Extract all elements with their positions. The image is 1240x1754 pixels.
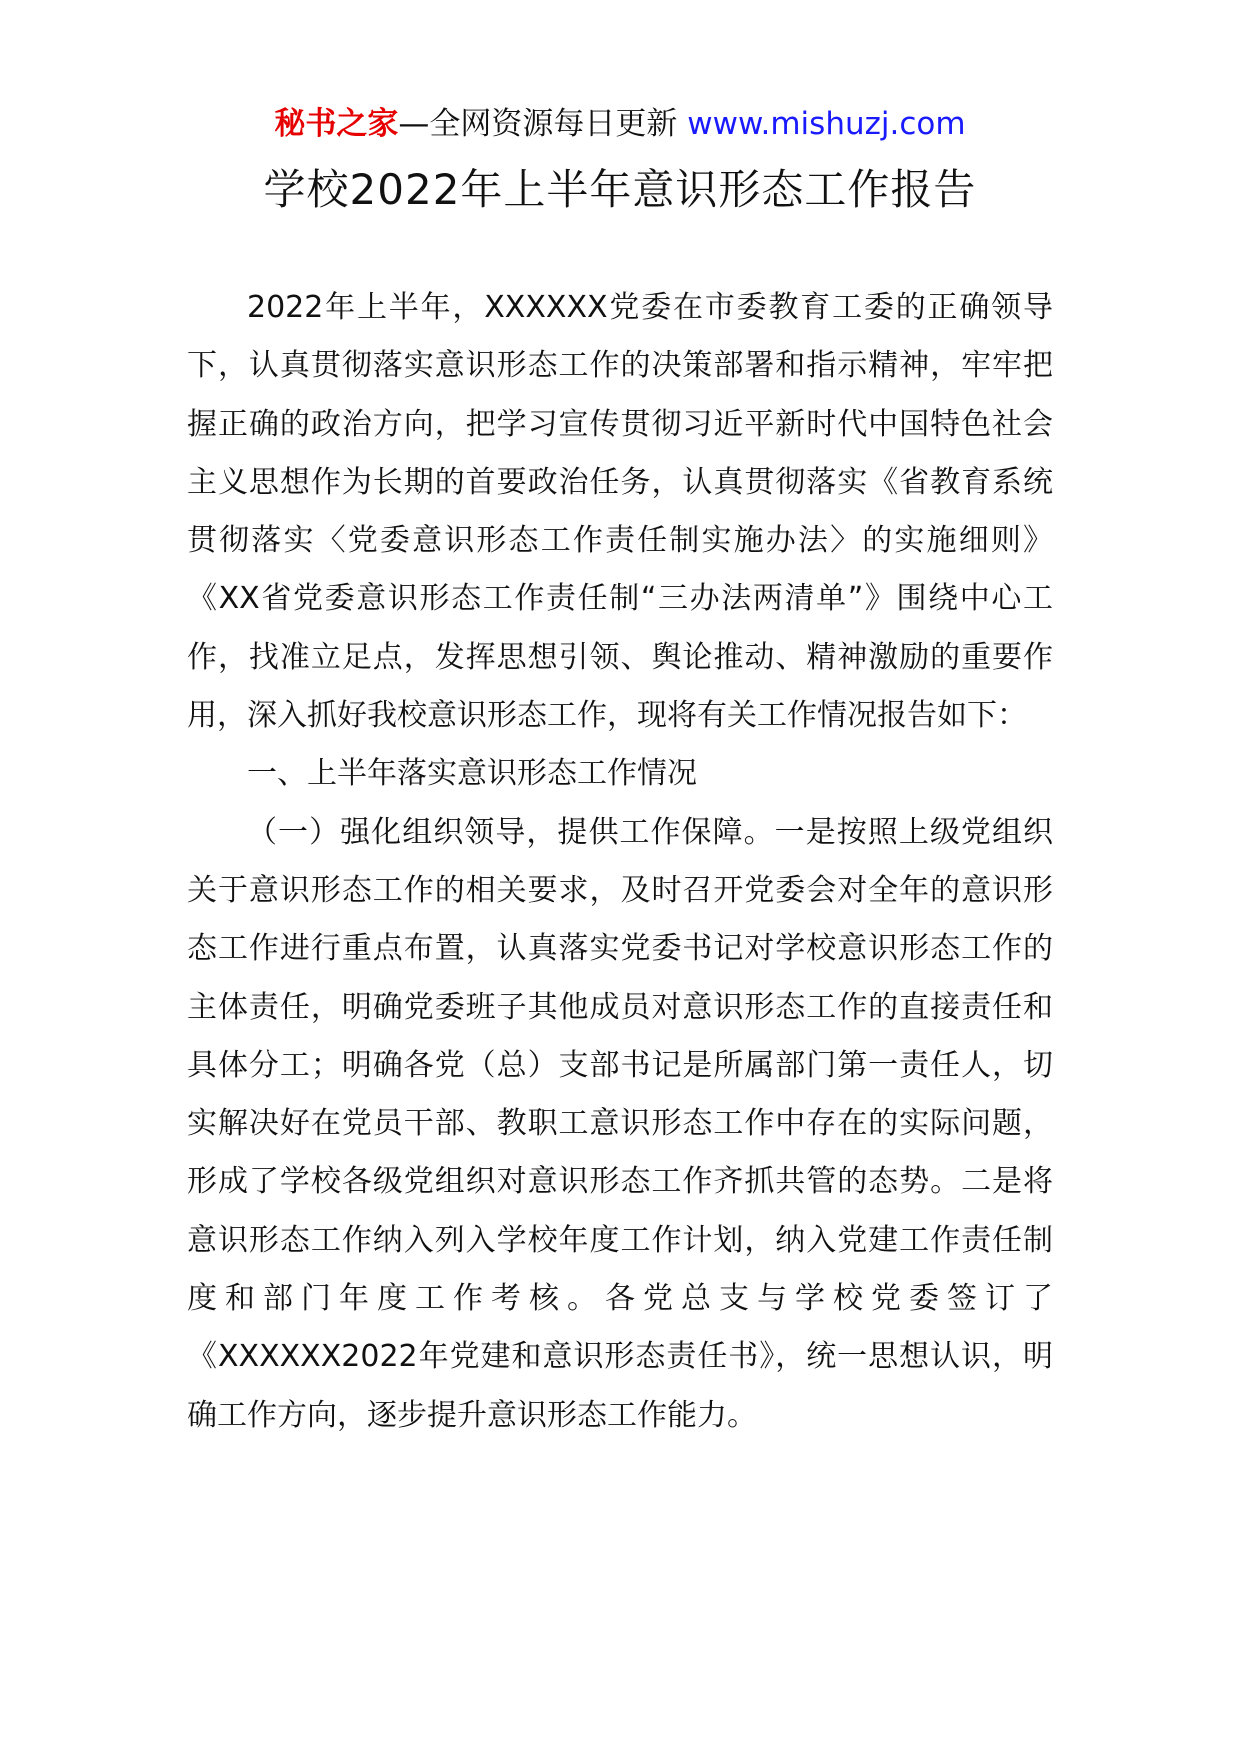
section-heading-1: 一、上半年落实意识形态工作情况 bbox=[247, 756, 697, 792]
site-url[interactable]: www.mishuzj.com bbox=[687, 106, 966, 142]
brand-name: 秘书之家 bbox=[274, 106, 399, 142]
paragraph-organization-leadership: （一）强化组织领导，提供工作保障。一是按照上级党组织关于意识形态工作的相关要求，及时召开党委会对全年的意识形态工作进行重点布置，认真落实党委书记对学校意识形态工作的主体责任，明确党委班子其他成员对意识形态工作的直接责任和具体分工；明确各党（总）支部书记是所属部门第一责任人，切实解决好在党员干部、教职工意识形态工作中存在的实际问题，形成了学校各级党组织对意识形态工作齐抓共管的态势。二是将意识形态工作纳入列入学校年度工作计划，纳入党建工作责任制度和部门年度工作考核。各党总支与学校党委签订了《XXXXXX2022年党建和意识形态责任书》，统一思想认识，明确工作方向，逐步提升意识形态工作能力。 bbox=[187, 814, 1053, 1433]
banner-slogan: —全网资源每日更新 bbox=[398, 106, 688, 142]
document-body bbox=[187, 279, 1053, 1445]
site-banner bbox=[0, 100, 1240, 148]
document-title: 学校2022年上半年意识形态工作报告 bbox=[263, 165, 977, 214]
paragraph-intro: 2022年上半年，XXXXXX党委在市委教育工委的正确领导下，认真贯彻落实意识形态工作的决策部署和指示精神，牢牢把握正确的政治方向，把学习宣传贯彻习近平新时代中国特色社会主义思想作为长期的首要政治任务，认真贯彻落实《省教育系统贯彻落实〈党委意识形态工作责任制实施办法〉的实施细则》《XX省党委意识形态工作责任制“三办法两清单”》围绕中心工作，找准立足点，发挥思想引领、舆论推动、精神激励的重要作用，深入抓好我校意识形态工作，现将有关工作情况报告如下： bbox=[187, 290, 1053, 734]
